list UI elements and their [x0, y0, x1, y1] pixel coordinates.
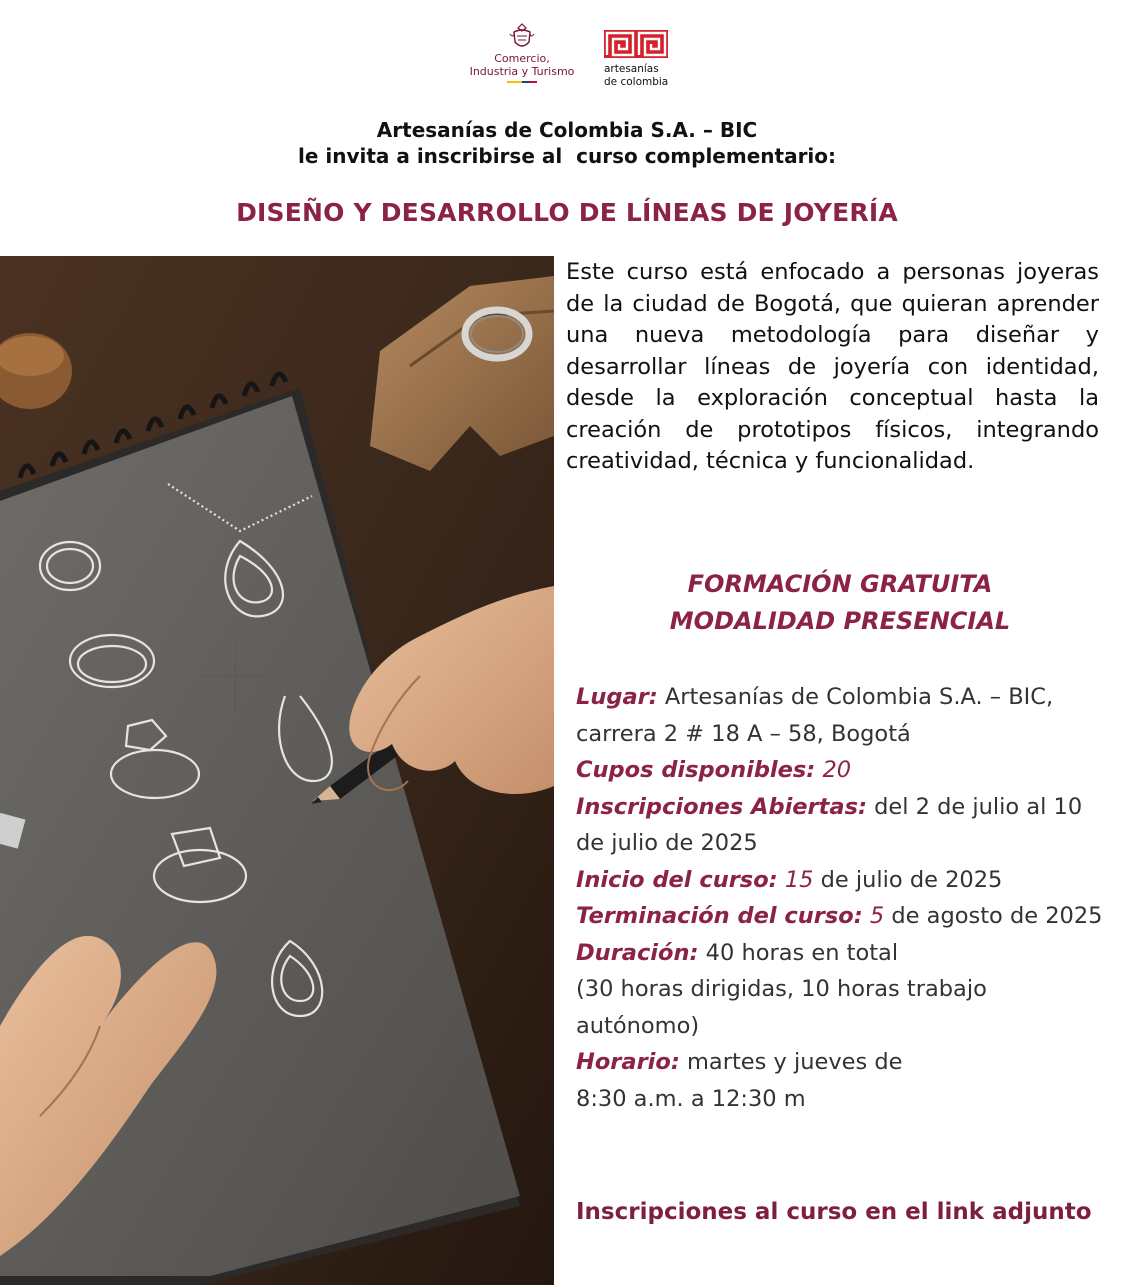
artesanias-logo	[604, 30, 684, 88]
coat-of-arms-icon	[508, 22, 536, 52]
registration-label: Inscripciones Abiertas:	[576, 793, 867, 820]
schedule-label: Horario:	[576, 1049, 680, 1075]
mincit-name-line1: Comercio,	[494, 52, 550, 65]
free-training-label: FORMACIÓN GRATUITA	[687, 570, 993, 598]
start-rest: de julio de 2025	[820, 866, 1003, 893]
adc-name-line1: artesanías	[604, 63, 659, 75]
duration-label: Duración:	[576, 939, 699, 966]
logo-bar	[0, 22, 1134, 92]
invitation-line: le invita a inscribirse al curso complementario:	[297, 144, 837, 168]
location-label: Lugar:	[576, 684, 658, 710]
course-description: Este curso está enfocado a personas joyeras de la ciudad de Bogotá, que quieran aprender una nueva metodología para diseñar y desarrollar líneas de joyería con identidad, desde la exploración conceptual hasta la creación de prototipos físicos, integrando creatividad, técnica y funcionalidad.	[566, 259, 1099, 474]
jewelry-sketchbook-photo	[0, 256, 554, 1285]
adc-name-line2: de colombia	[604, 76, 669, 88]
end-label: Terminación del curso:	[576, 903, 863, 929]
organizer-line: Artesanías de Colombia S.A. – BIC	[376, 118, 758, 142]
invitation-header	[0, 117, 1134, 169]
schedule-value: martes y jueves de	[687, 1049, 903, 1075]
mincit-name-line2: Industria y Turismo	[469, 65, 575, 78]
seats-label: Cupos disponibles:	[576, 757, 816, 783]
start-day: 15	[784, 866, 814, 893]
course-details	[576, 679, 1106, 1117]
flag-stripe	[507, 81, 537, 83]
promo-block	[566, 566, 1114, 640]
start-label: Inicio del curso:	[576, 866, 778, 893]
detail-start	[576, 862, 1106, 899]
location-value: Artesanías de Colombia S.A. – BIC, carrera 2 # 18 A – 58, Bogotá	[576, 684, 1054, 747]
duration-value: 40 horas en total	[705, 939, 899, 966]
registration-link-note: Inscripciones al curso en el link adjunto	[576, 1199, 1092, 1225]
detail-registration	[576, 789, 1106, 862]
end-day: 5	[869, 903, 885, 929]
registration-value: del 2 de julio al 10 de julio de 2025	[576, 793, 1083, 856]
in-person-label: MODALIDAD PRESENCIAL	[669, 607, 1011, 635]
end-rest: de agosto de 2025	[891, 903, 1103, 929]
greek-key-logo-icon	[604, 30, 668, 58]
schedule-time: 8:30 a.m. a 12:30 m	[576, 1085, 806, 1112]
detail-schedule	[576, 1044, 1106, 1081]
detail-seats	[576, 752, 1106, 789]
detail-location	[576, 679, 1106, 752]
course-title: DISEÑO Y DESARROLLO DE LÍNEAS DE JOYERÍA	[236, 198, 898, 227]
mincit-logo	[462, 22, 582, 83]
detail-duration	[576, 935, 1106, 972]
seats-value: 20	[822, 757, 852, 783]
detail-end	[576, 898, 1106, 935]
duration-detail: (30 horas dirigidas, 10 horas trabajo autónomo)	[576, 976, 987, 1039]
